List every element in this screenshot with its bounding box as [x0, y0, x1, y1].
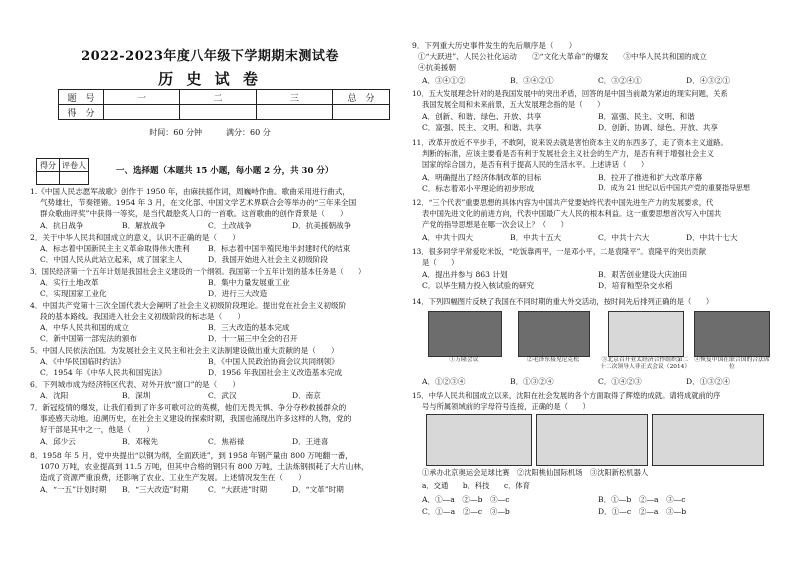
question-line: 段的基本路线。我国进入社会主义初级阶段的标志是（ ） [40, 312, 246, 322]
question-3-options [40, 277, 390, 299]
exam-info: 时间：60 分钟 满分：60 分 [149, 128, 271, 137]
option[interactable]: C．中国人民从此站立起来，成了国家主人 [40, 255, 183, 264]
image-apec-2014 [608, 311, 684, 357]
option[interactable]: C．①—a ②—c ③—b [422, 507, 510, 516]
option[interactable]: D．创新、协调、绿色、开放、共享 [598, 123, 718, 132]
score-cell[interactable] [333, 105, 390, 120]
option[interactable]: C．“大跃进”时期 [208, 485, 268, 494]
image-caption: ①万隆会议 [449, 357, 479, 363]
question-9 [412, 40, 707, 74]
question-5-options [40, 356, 390, 378]
option[interactable]: B．中共十五大 [510, 233, 562, 242]
question-line: 我国发展全局和未来前景，五大发展理念指的是（ ） [422, 100, 605, 110]
question-line: 群众歌曲评奖”中获得一等奖，是当代最脍炙人口的一首歌。这首歌曲的创作背景是（ ） [40, 209, 348, 219]
question-line: 10．五大发展理念针对的是我国发展中的突出矛盾，回答的是中国当前最为紧迫的现实问题，关系 [412, 89, 728, 98]
question-6 [30, 379, 240, 390]
option[interactable]: D．“文革”时期 [292, 485, 344, 494]
question-line: 事迹感天动地。追溯历史，在社会主义建设的探索时期，我国也涌现出许多这样的人物，党的 [40, 414, 352, 424]
question-6-options [40, 390, 390, 401]
option[interactable]: C．1954 年《中华人民共和国宪法》 [40, 368, 167, 377]
option[interactable]: A．提出并参与 863 计划 [422, 270, 508, 279]
question-line: 8．1958 年 5 月，党中央提出“以钢为纲，全面跃进”，到 1958 年钢产量由 800 万吨翻一番， [30, 451, 353, 460]
option[interactable]: B．三大改造的基本完成 [208, 323, 290, 332]
option[interactable]: A．明确提出了经济体制改革的目标 [422, 173, 542, 182]
question-line: 7．新冠疫情的爆发，让我们看到了许多可歌可泣的英模，他们无畏无惧、争分夺秒救援群众的 [30, 403, 347, 412]
option[interactable]: D．中共十七大 [686, 233, 738, 242]
option[interactable]: A．“一五”计划时期 [40, 485, 107, 494]
question-12-options [422, 232, 782, 243]
question-line: 1070 万吨，农业提高到 11.5 万吨，但其中合格的钢只有 800 万吨，土法炼钢损耗了大片山林， [40, 462, 369, 472]
option[interactable]: D．十一届三中全会的召开 [208, 334, 298, 343]
score-table [58, 89, 390, 120]
option[interactable]: C．焦裕禄 [208, 437, 245, 446]
question-15-options [422, 494, 782, 516]
caption-item: ②沈阳桃仙国际机场 [516, 468, 583, 477]
option[interactable]: A．邱少云 [40, 437, 76, 446]
option[interactable]: B．③④②① [510, 76, 554, 85]
question-line: 9．下列重大历史事件发生的先后顺序是（ ） [412, 41, 577, 50]
option[interactable]: C．①④②③ [598, 377, 642, 386]
option[interactable]: D．①—c ②—a ③—b [598, 507, 687, 516]
question-2 [30, 232, 240, 243]
score-cell: 二 [180, 90, 256, 105]
option[interactable]: D．④③②① [686, 76, 731, 85]
option[interactable]: B．《中国人民政治协商会议共同纲领》 [208, 357, 339, 366]
option[interactable]: C．土改战争 [208, 221, 252, 230]
option[interactable]: B．解放战争 [122, 221, 166, 230]
question-line: 3．国民经济第一个五年计划是我国社会主义建设的一个纲领。我国第一个五年计划的基本任务是（ ） [30, 267, 366, 276]
question-line: 气势雄壮，节奏铿锵。1954 年 3 月，在文化部、中国文学艺术界联合会等举办的“三年来全国 [40, 198, 357, 208]
score-cell: 总 分 [333, 90, 390, 105]
option[interactable]: D．抗美援朝战争 [292, 221, 352, 230]
option[interactable]: D．成为 21 世纪以后中国共产党的重要指导思想 [598, 184, 750, 192]
option[interactable]: A．沈阳 [40, 391, 69, 400]
grader-table [36, 158, 89, 185]
question-line: 是（ ） [422, 258, 459, 268]
option[interactable]: A．抗日战争 [40, 221, 84, 230]
question-11-options [422, 172, 782, 194]
image-stadium [426, 414, 532, 466]
option[interactable]: B．邓稼先 [122, 437, 158, 446]
question-12 [412, 197, 721, 231]
option[interactable]: A．③④①② [422, 76, 466, 85]
score-cell: 三 [256, 90, 332, 105]
question-5 [30, 345, 339, 356]
question-line: 12．“三个代表”重要思想的具体内容为中国共产党要始终代表中国先进生产力的发展要求，代 [412, 198, 714, 207]
option[interactable]: C．新中国第一部宪法的颁布 [40, 334, 137, 343]
option[interactable]: A．《中华民国临时约法》 [40, 357, 126, 366]
section-heading: 一、选择题（本题共 15 小题，每小题 2 分，共 30 分） [116, 166, 334, 176]
question-1-options [40, 220, 390, 231]
question-line: ①“大跃进”、人民公社化运动 ②“文化大革命”的爆发 ③中华人民共和国的成立 [418, 52, 707, 62]
option[interactable]: C．标志着邓小平理论的初步形成 [422, 184, 535, 193]
question-11 [412, 137, 728, 171]
option[interactable]: B．富强、民主、文明、和谐 [598, 112, 695, 121]
caption-item: ①承办北京奥运会足球比赛 [422, 468, 510, 477]
question-4-options [40, 322, 390, 344]
option[interactable]: D．王进喜 [292, 437, 329, 446]
option[interactable]: A．①②③④ [422, 377, 466, 386]
option[interactable]: C．以毕生精力投入核试验的研究 [422, 281, 535, 290]
image-bandung-conference [428, 311, 502, 357]
option[interactable]: A．创新、和谐、绿色、开放、共享 [422, 112, 542, 121]
option[interactable]: D．①③②④ [686, 377, 731, 386]
question-line: 表中国先进文化的前进方向，代表中国最广大人民的根本利益。这一重要思想首次写入中国共 [422, 209, 722, 219]
option[interactable]: B．标志着中国半殖民地半封建时代的结束 [208, 244, 351, 253]
question-4 [30, 300, 346, 322]
question-line: 造成了资源严重浪费，还影响了农业、工业生产发展。上述情况发生在（ ） [40, 473, 306, 483]
option[interactable]: C．富强、民主、文明、和谐、共享 [422, 123, 542, 132]
option[interactable]: B．①—b ②—a ③—c [598, 495, 686, 504]
question-line: 14．下列四幅图片反映了我国在不同时期的重大外交活动，按时间先后排列正确的是（ ） [412, 297, 714, 306]
option[interactable]: C．③②④① [598, 76, 642, 85]
question-line: 判断的标准，应该主要看是否有利于发展社会主义社会的生产力，是否有利于增强社会主义 [422, 149, 714, 159]
image-mao-nixon [518, 311, 590, 357]
question-1 [30, 186, 356, 220]
question-line: 国家的综合国力，是否有利于提高人民的生活水平。上述讲话（ ） [422, 160, 649, 170]
question-9-options [422, 75, 782, 86]
question-14 [412, 296, 713, 307]
question-10-options [422, 111, 782, 133]
score-cell: 题 号 [59, 90, 104, 105]
question-14-options [422, 376, 782, 387]
question-line: 6．下列城市成为经济特区代表、对外开放“窗口”的是（ ） [30, 380, 241, 389]
score-cell[interactable] [180, 105, 256, 120]
score-cell: 一 [104, 90, 180, 105]
score-table-header-row [59, 90, 390, 105]
grader-cell[interactable] [60, 172, 89, 185]
question-3 [30, 266, 365, 277]
grader-cell[interactable] [37, 172, 60, 185]
question-line: 好干部是其中之一，他是（ ） [40, 425, 154, 435]
grader-cell: 评卷人 [60, 159, 89, 172]
option[interactable]: A．标志着中国新民主主义革命取得伟大胜利 [40, 244, 190, 253]
option[interactable]: A．①—a ②—b ③—c [422, 495, 510, 504]
question-8-options [40, 484, 390, 495]
option[interactable]: D．进行三大改造 [208, 289, 268, 298]
option[interactable]: B．①③②④ [510, 377, 554, 386]
option[interactable]: B．“三大改造”时期 [122, 485, 189, 494]
image-caption: ④恢复中国在联合国的合法席位 [694, 357, 770, 370]
question-line: ④抗美援朝 [418, 63, 456, 73]
option[interactable]: A．中共十四大 [422, 233, 474, 242]
exam-subject: 历 史 试 卷 [158, 70, 262, 88]
score-cell[interactable] [256, 105, 332, 120]
question-line: 5．中国人民依法治国。为发展社会主义民主和社会主义法制建设做出重大贡献的是（ ） [30, 346, 339, 355]
option[interactable]: A．实行土地改革 [40, 278, 99, 287]
question-7 [30, 402, 351, 436]
option[interactable]: B．集中力量发展重工业 [208, 278, 290, 287]
score-cell[interactable] [104, 105, 180, 120]
question-7-options [40, 436, 390, 447]
question-2-options [40, 243, 390, 265]
question-line: 产党的指导思想是在哪一次会议上？（ ） [422, 220, 568, 230]
score-cell: 得 分 [59, 105, 104, 120]
exam-title: 2022-2023年度八年级下学期期末测试卷 [81, 49, 339, 64]
question-line: 号与所属领域前的字母符号连接，正确的是（ ） [422, 402, 590, 412]
option[interactable]: D．1956 年我国社会主义改造基本完成 [208, 368, 343, 377]
option[interactable]: C．实现国家工业化 [40, 289, 107, 298]
option[interactable]: C．武汉 [208, 391, 237, 400]
question-15-fields: a．交通 b．科技 c．体育 [422, 481, 530, 490]
score-table-score-row [59, 105, 390, 120]
option[interactable]: C．中共十六大 [598, 233, 650, 242]
question-line: 15．中华人民共和国成立以来，沈阳在社会发展的各个方面取得了辉煌的成就。请将成就前的序 [412, 391, 721, 400]
question-line: 1.《中国人民志愿军战歌》创作于 1950 年，由麻扶摇作词，周巍峙作曲。歌曲采用进行曲式， [30, 187, 350, 196]
image-robot-company [652, 414, 764, 466]
image-caption: ②毛泽东接见尼克松 [526, 357, 580, 363]
image-caption: ③北京召开亚太经济合作组织第二十二次领导人非正式会议（2014） [600, 357, 691, 370]
question-line: 4．中国共产党第十三次全国代表大会阐明了社会主义初级阶段理论。提出党在社会主义初级阶 [30, 301, 347, 310]
option[interactable]: D．南京 [292, 391, 321, 400]
option[interactable]: B．深圳 [122, 391, 151, 400]
option[interactable]: D．培育籼型杂交水稻 [598, 281, 673, 290]
question-15 [412, 390, 720, 412]
question-10 [412, 88, 728, 110]
question-line: 11．改革开放近不平步手，不敢阿，说来说去就是害怕资本主义的东西多了，走了资本主义道路。 [412, 138, 728, 147]
image-un-seat [694, 311, 770, 357]
option[interactable]: B．拉开了推进和扩大改革序幕 [598, 173, 703, 182]
question-line: 2．关于中华人民共和国成立的意义，认识不正确的是（ ） [30, 233, 240, 242]
option[interactable]: B．艰苦创业建设大庆油田 [598, 270, 688, 279]
option[interactable]: D．我国开始进入社会主义初级阶段 [208, 255, 328, 264]
question-13 [412, 246, 706, 268]
question-line: 13．很多同学平常爱吃米饭，“吃饭靠两平，一是邓小平，二是袁隆平”。袁隆平的突出贡献 [412, 247, 707, 256]
grader-cell: 得分 [37, 159, 60, 172]
question-13-options [422, 269, 782, 291]
question-8 [30, 450, 369, 484]
caption-item: ③沈阳新松机器人 [589, 468, 649, 477]
image-airport [536, 414, 648, 466]
option[interactable]: A．中华人民共和国的成立 [40, 323, 130, 332]
image-caption [422, 468, 782, 478]
